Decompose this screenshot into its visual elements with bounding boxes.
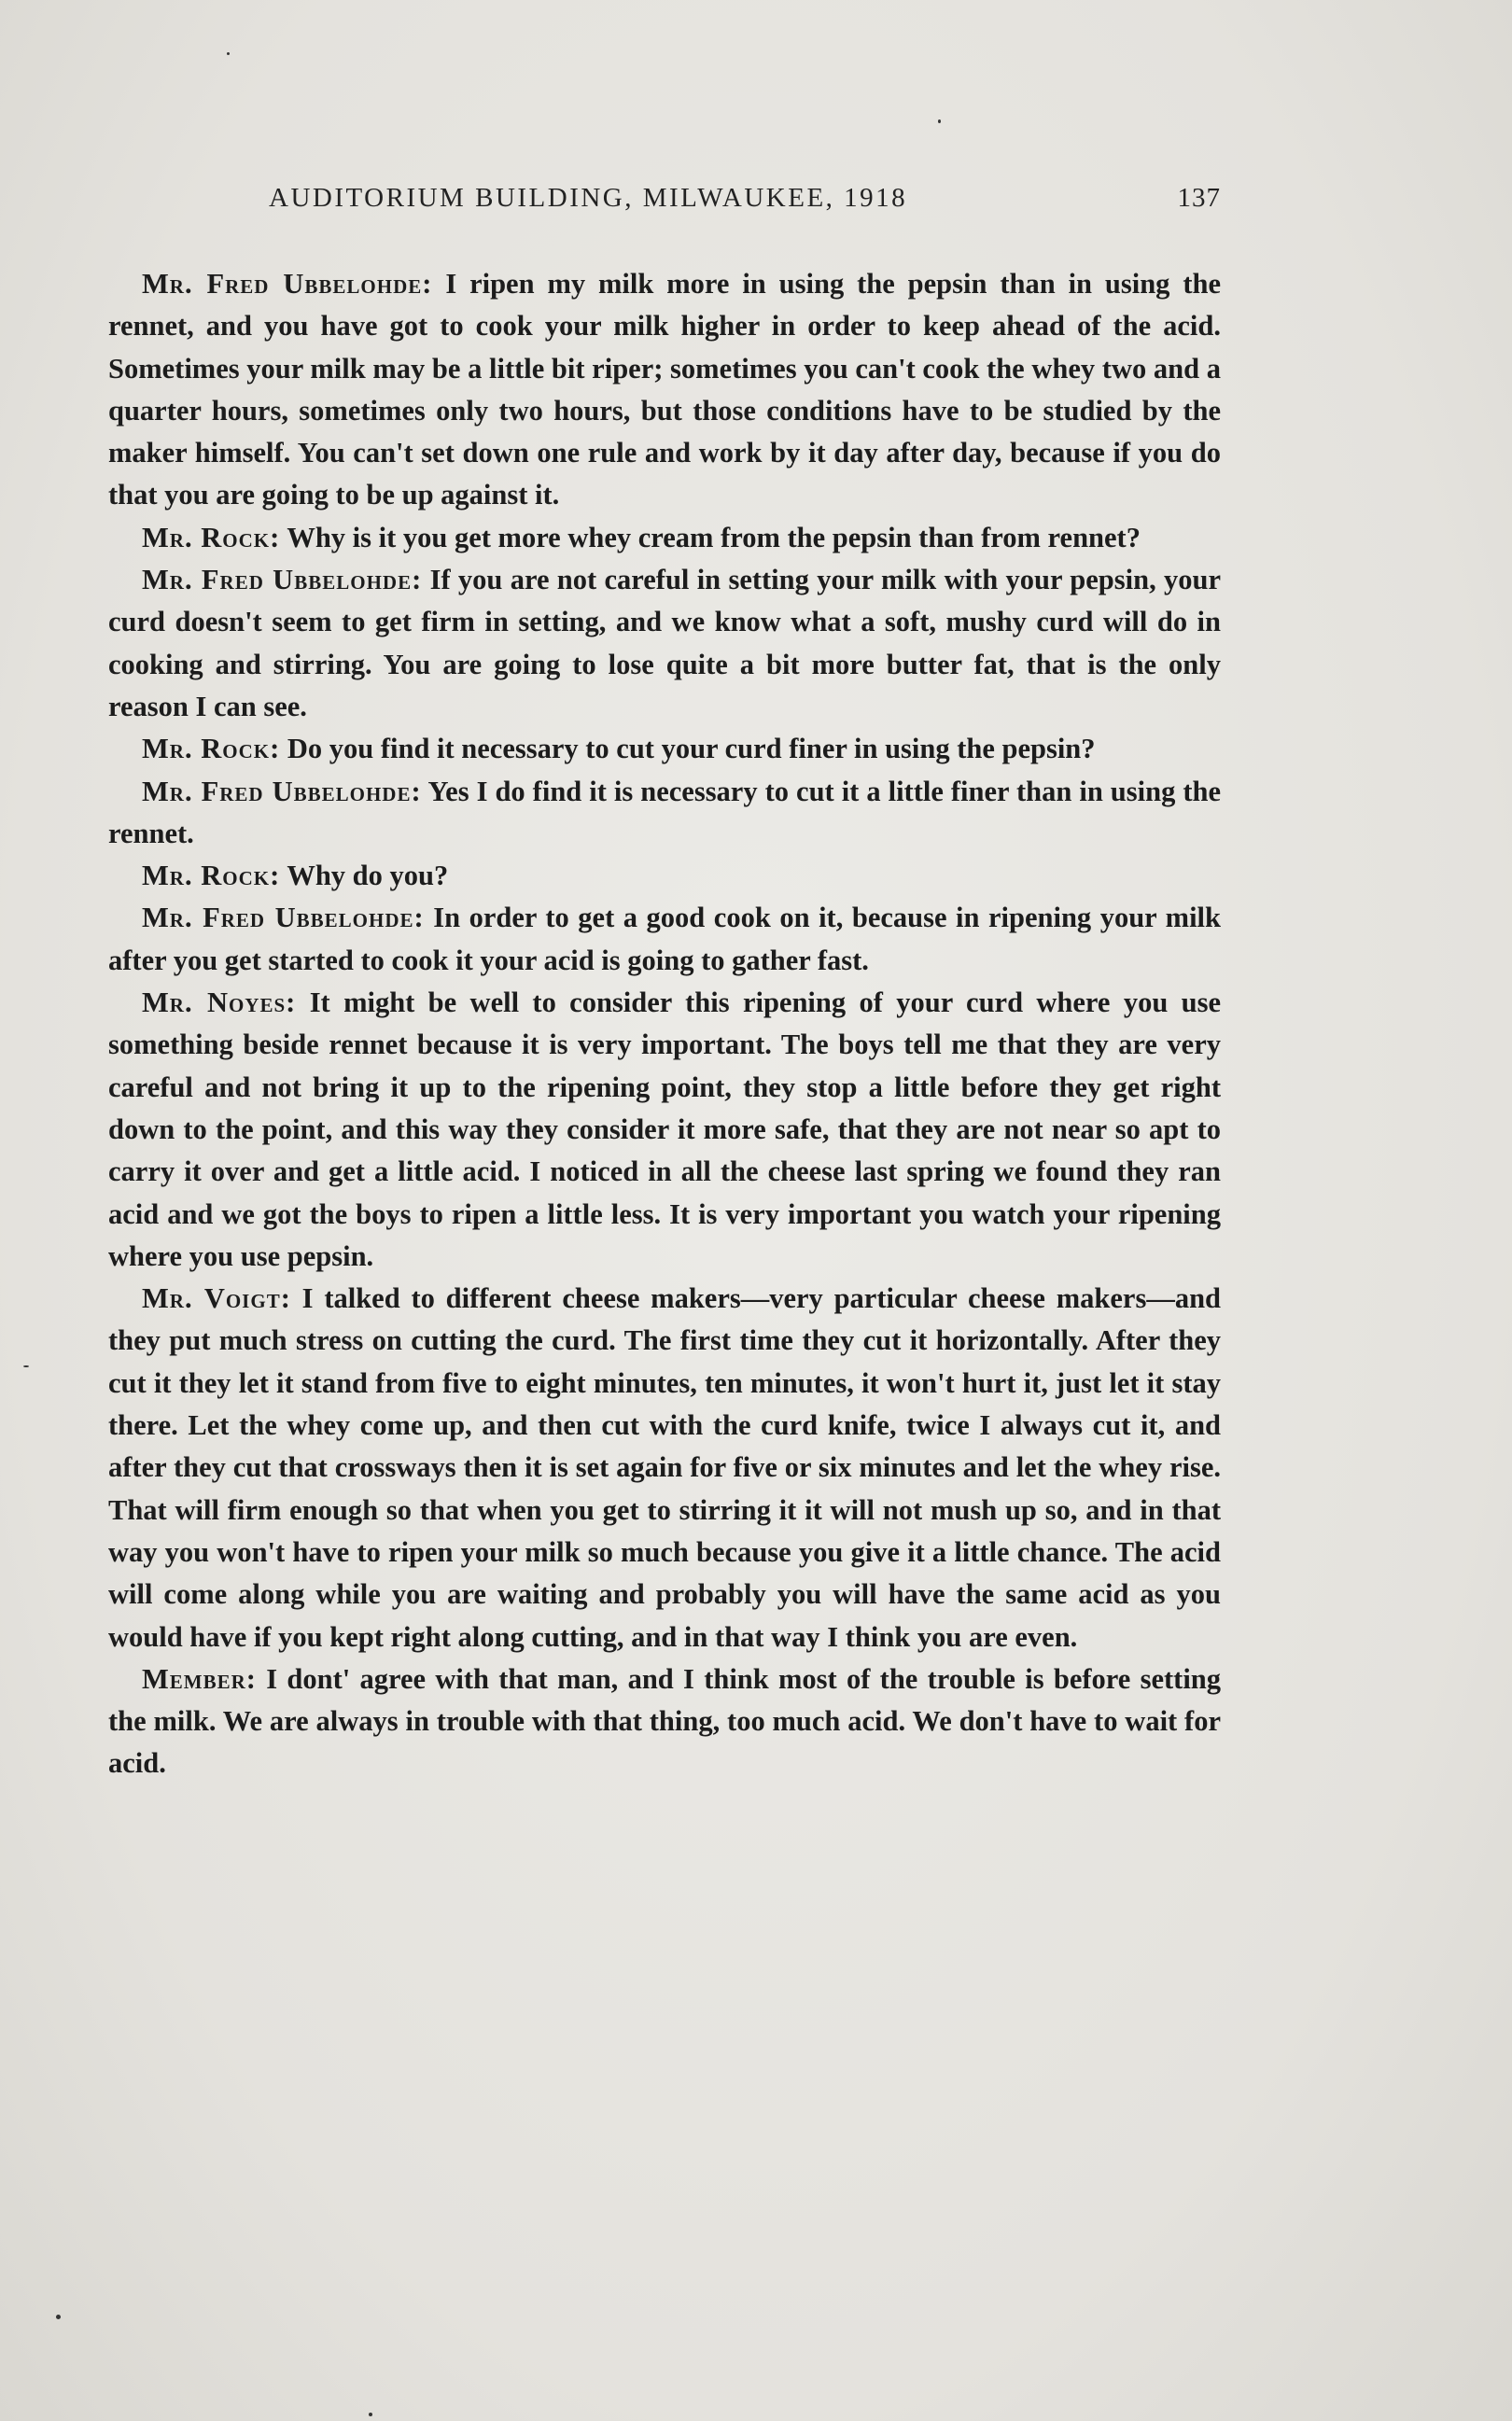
paper-speck bbox=[938, 119, 941, 123]
page-header bbox=[108, 183, 1221, 224]
speech-text: Do you find it necessary to cut your curd finer in using the pepsin? bbox=[287, 733, 1096, 765]
speech-text: I dont' agree with that man, and I think most of the trouble is before setting the milk. We are always in trouble with that thing, too much acid. We don't have to wait for acid. bbox=[108, 1662, 1222, 1780]
paper-speck bbox=[56, 2315, 61, 2319]
paragraph bbox=[108, 559, 1221, 728]
speaker-name: Mr. Fred Ubbelohde: bbox=[142, 902, 425, 934]
paragraph bbox=[108, 517, 1221, 559]
speaker-name: Mr. Noyes: bbox=[142, 987, 297, 1019]
paragraph bbox=[108, 1658, 1221, 1785]
paragraph bbox=[108, 263, 1221, 517]
speaker-name: Mr. Rock: bbox=[142, 521, 281, 553]
paragraph bbox=[108, 1278, 1221, 1658]
running-head: AUDITORIUM BUILDING, MILWAUKEE, 1918 bbox=[269, 183, 908, 213]
speech-text: I talked to different cheese makers—very particular cheese makers—and they put much stress on cutting the curd. The first time they cut it horizontally. After they cut it they let it stand from five to eight minutes, ten minutes, it won't hurt it, just let it stay there. Let the whey come up, and then cut with the curd knife, twice I always cut it, and after they cut that crossways then it is set again for five or six minutes and let the whey rise. That will firm enough so that when you get to stirring it it will not mush up so, and in that way you won't have to ripen your milk so much because you give it a little chance. The acid will come along while you are waiting and probably you will have the same acid as you would have if you kept right along cutting, and in that way I think you are even. bbox=[108, 1282, 1221, 1653]
speech-text: Why do you? bbox=[287, 860, 449, 892]
speaker-name: Mr. Voigt: bbox=[142, 1282, 291, 1315]
speaker-name: Mr. Fred Ubbelohde: bbox=[142, 268, 433, 300]
paper-speck bbox=[369, 2413, 372, 2416]
speaker-name: Mr. Rock: bbox=[142, 860, 281, 892]
paragraph bbox=[108, 982, 1221, 1278]
paper-speck bbox=[227, 52, 230, 55]
speaker-name: Mr. Rock: bbox=[142, 733, 281, 765]
paragraph bbox=[108, 897, 1221, 982]
speech-text: Why is it you get more whey cream from the pepsin than from rennet? bbox=[287, 521, 1141, 553]
speech-text: I ripen my milk more in using the pepsin than in using the rennet, and you have got to cook your milk higher in order to keep ahead of the acid. Sometimes your milk may be a little bit riper; sometimes you can't cook the whey two and a quarter hours, sometimes only two hours, but those conditions have to be studied by the maker himself. You can't set down one rule and work by it day after day, because if you do that you are going to be up against it. bbox=[108, 268, 1221, 511]
speaker-name: Mr. Fred Ubbelohde: bbox=[142, 564, 423, 596]
speaker-name: Mr. Fred Ubbelohde: bbox=[142, 775, 422, 807]
paper-speck bbox=[23, 1365, 29, 1367]
speech-text: In order to get a good cook on it, because in ripening your milk after you get started to cook it your acid is going to gather fast. bbox=[108, 902, 1221, 976]
transcript-body bbox=[108, 263, 1221, 1785]
speaker-name: Member: bbox=[142, 1662, 257, 1695]
speech-text: It might be well to consider this ripening of your curd where you use something beside rennet because it is very important. The boys tell me that they are very careful and not bring it up to the ripening point, they stop a little before they get right down to the point, and this way they consider it more safe, that they are not near so apt to carry it over and get a little acid. I noticed in all the cheese last spring we found they ran acid and we got the boys to ripen a little less. It is very important you watch your ripening where you use pepsin. bbox=[108, 987, 1222, 1272]
paragraph bbox=[108, 771, 1221, 856]
speech-text: Yes I do find it is necessary to cut it a little finer than in using the rennet. bbox=[108, 775, 1221, 849]
page-number: 137 bbox=[1177, 183, 1221, 213]
paragraph bbox=[108, 855, 1221, 897]
paragraph bbox=[108, 728, 1221, 770]
speech-text: If you are not careful in setting your milk with your pepsin, your curd doesn't seem to get firm in setting, and we know what a soft, mushy curd will do in cooking and stirring. You are going to lose quite a bit more butter fat, that is the only reason I can see. bbox=[108, 564, 1222, 722]
